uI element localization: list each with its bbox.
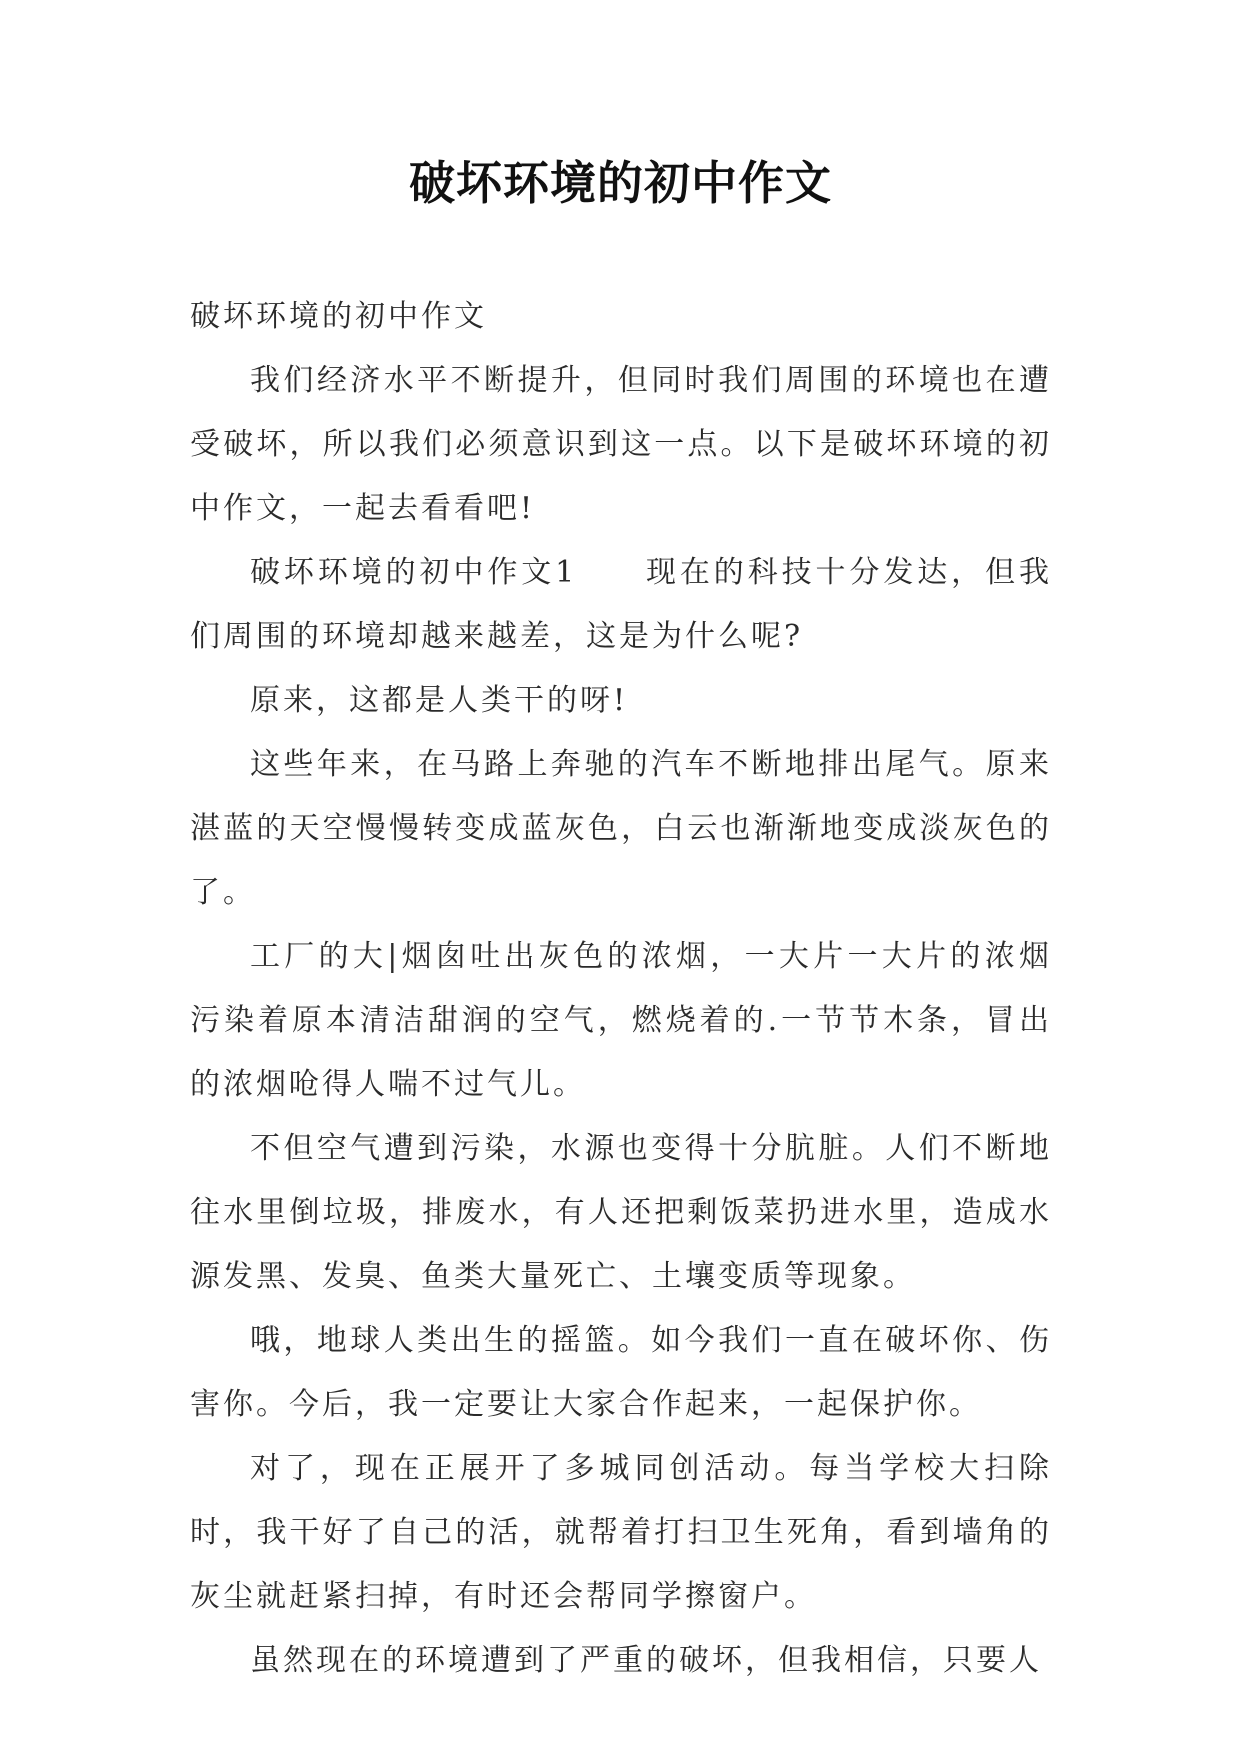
body-paragraph: 不但空气遭到污染，水源也变得十分肮脏。人们不断地往水里倒垃圾，排废水，有人还把剩饭菜扔进水里，造成水源发黑、发臭、鱼类大量死亡、土壤变质等现象。 — [190, 1131, 1052, 1294]
body-paragraph: 工厂的大|烟囱吐出灰色的浓烟，一大片一大片的浓烟污染着原本清洁甜润的空气，燃烧着的.一节节木条，冒出的浓烟呛得人喘不过气儿。 — [190, 939, 1052, 1102]
body-paragraph: 对了，现在正展开了多城同创活动。每当学校大扫除时，我干好了自己的活，就帮着打扫卫生死角，看到墙角的灰尘就赶紧扫掉，有时还会帮同学擦窗户。 — [190, 1451, 1052, 1614]
essay-heading-paragraph: 破坏环境的初中作文1 现在的科技十分发达，但我们周围的环境却越来越差，这是为什么呢? — [190, 555, 1052, 654]
body-paragraph: 原来，这都是人类干的呀! — [250, 683, 629, 718]
body-paragraph: 虽然现在的环境遭到了严重的破坏，但我相信，只要人 — [250, 1643, 1042, 1678]
subtitle-paragraph: 破坏环境的初中作文 — [190, 299, 487, 334]
body-paragraph: 这些年来，在马路上奔驰的汽车不断地排出尾气。原来湛蓝的天空慢慢转变成蓝灰色，白云也渐渐地变成淡灰色的了。 — [190, 747, 1052, 910]
document-title: 破坏环境的初中作文 — [409, 156, 832, 210]
document-body — [190, 285, 1052, 1693]
body-paragraph: 哦，地球人类出生的摇篮。如今我们一直在破坏你、伤害你。今后，我一定要让大家合作起来，一起保护你。 — [190, 1323, 1052, 1422]
intro-paragraph: 我们经济水平不断提升，但同时我们周围的环境也在遭受破坏，所以我们必须意识到这一点。以下是破坏环境的初中作文，一起去看看吧! — [190, 363, 1052, 526]
